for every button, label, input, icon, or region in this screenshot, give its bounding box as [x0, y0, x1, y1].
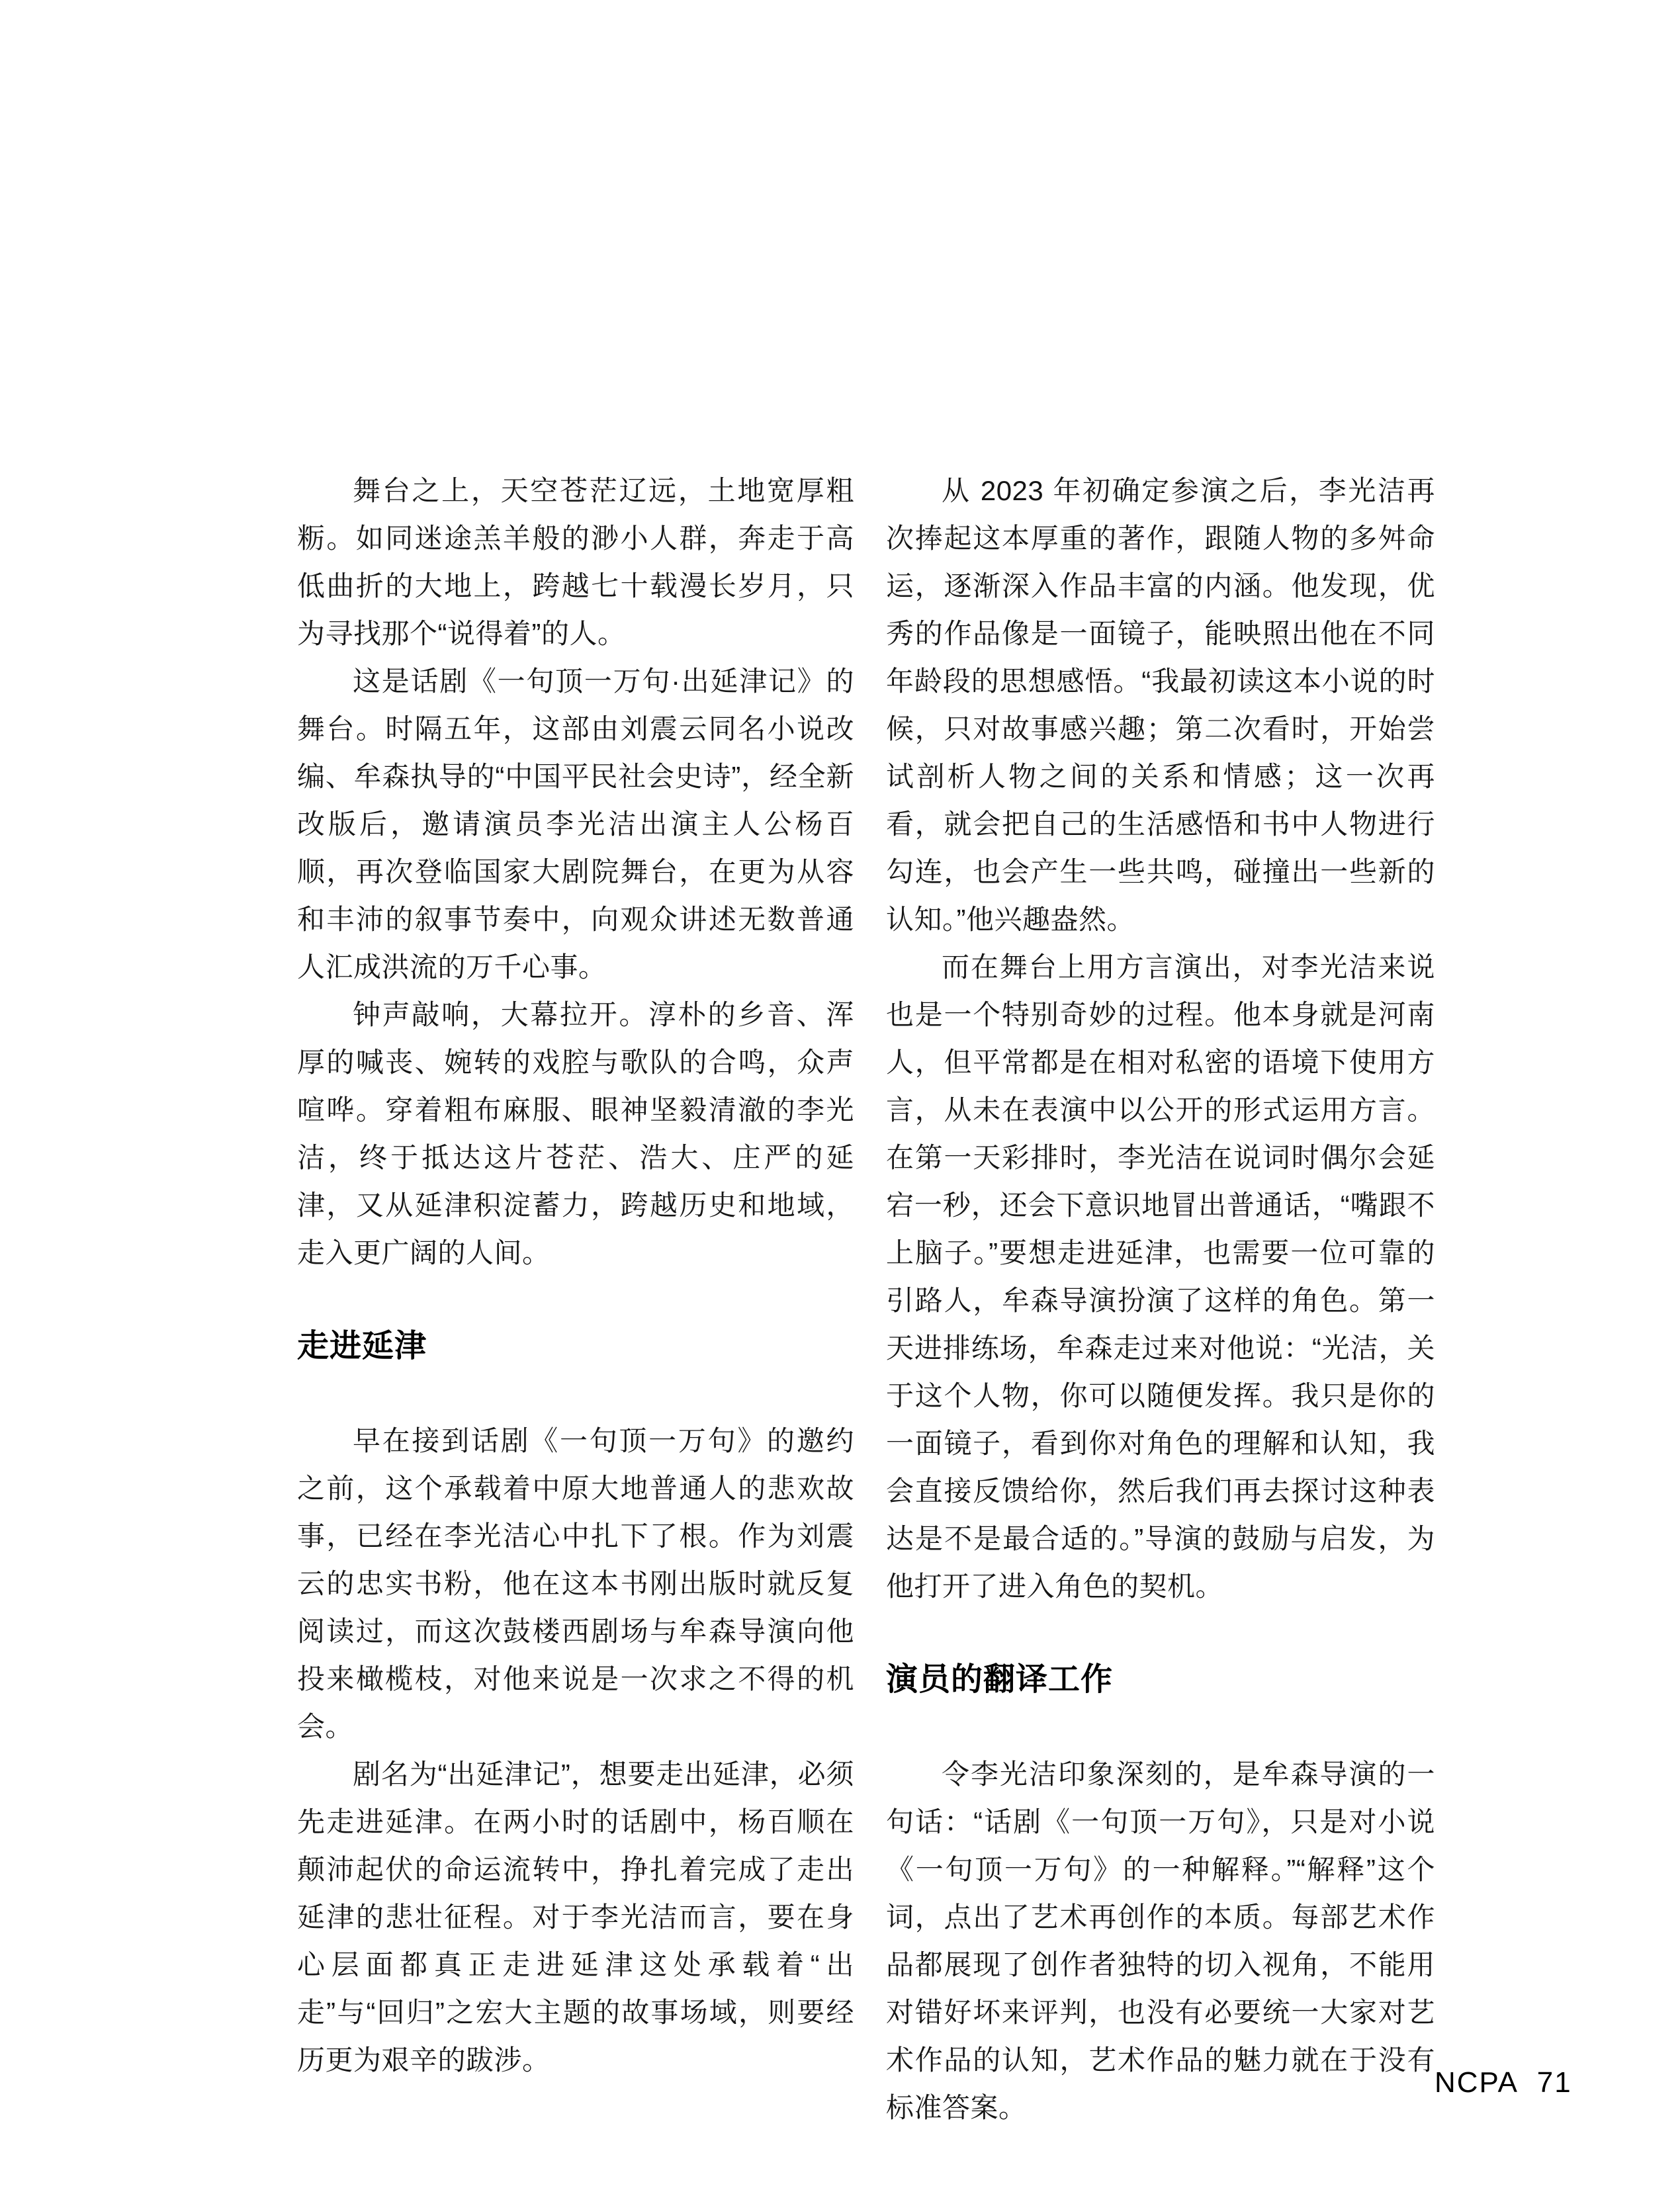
left-paragraph-5: 剧名为“出延津记”，想要走出延津，必须先走进延津。在两小时的话剧中，杨百顺在颠沛起伏的命运流转中，挣扎着完成了走出延津的悲壮征程。对于李光洁而言，要在身心层面都真正走进延津这处承载着“出走”与“回归”之宏大主题的故事场域，则要经历更为艰辛的跋涉。	[297, 1759, 854, 2076]
section-heading-enter-yanjin: 走进延津	[297, 1329, 427, 1364]
section-heading-actor-translation: 演员的翻译工作	[886, 1662, 1114, 1697]
page-number: NCPA 71	[1435, 2066, 1572, 2099]
right-paragraph-3: 令李光洁印象深刻的，是牟森导演的一句话：“话剧《一句顶一万句》，只是对小说《一句顶一万句》的一种解释。”“解释”这个词，点出了艺术再创作的本质。每部艺术作品都展现了创作者独特的切入视角，不能用对错好坏来评判，也没有必要统一大家对艺术作品的认知，艺术作品的魅力就在于没有标准答案。	[886, 1759, 1435, 2123]
left-paragraph-3: 钟声敲响，大幕拉开。淳朴的乡音、浑厚的喊丧、婉转的戏腔与歌队的合鸣，众声喧哗。穿着粗布麻服、眼神坚毅清澈的李光洁，终于抵达这片苍茫、浩大、庄严的延津，又从延津积淀蓄力，跨越历史和地域，走入更广阔的人间。	[297, 999, 854, 1268]
right-paragraph-2: 而在舞台上用方言演出，对李光洁来说也是一个特别奇妙的过程。他本身就是河南人，但平常都是在相对私密的语境下使用方言，从未在表演中以公开的形式运用方言。在第一天彩排时，李光洁在说词时偶尔会延宕一秒，还会下意识地冒出普通话，“嘴跟不上脑子。”要想走进延津，也需要一位可靠的引路人，牟森导演扮演了这样的角色。第一天进排练场，牟森走过来对他说：“光洁，关于这个人物，你可以随便发挥。我只是你的一面镜子，看到你对角色的理解和认知，我会直接反馈给你，然后我们再去探讨这种表达是不是最合适的。”导演的鼓励与启发，为他打开了进入角色的契机。	[886, 951, 1435, 1602]
left-column	[297, 467, 854, 2084]
right-column	[886, 467, 1435, 2132]
right-paragraph-1: 从 2023 年初确定参演之后，李光洁再次捧起这本厚重的著作，跟随人物的多舛命运，逐渐深入作品丰富的内涵。他发现，优秀的作品像是一面镜子，能映照出他在不同年龄段的思想感悟。“我最初读这本小说的时候，只对故事感兴趣；第二次看时，开始尝试剖析人物之间的关系和情感；这一次再看，就会把自己的生活感悟和书中人物进行勾连，也会产生一些共鸣，碰撞出一些新的认知。”他兴趣盎然。	[886, 475, 1435, 935]
left-paragraph-4: 早在接到话剧《一句顶一万句》的邀约之前，这个承载着中原大地普通人的悲欢故事，已经在李光洁心中扎下了根。作为刘震云的忠实书粉，他在这本书刚出版时就反复阅读过，而这次鼓楼西剧场与牟森导演向他投来橄榄枝，对他来说是一次求之不得的机会。	[297, 1425, 854, 1742]
left-paragraph-1: 舞台之上，天空苍茫辽远，土地宽厚粗粝。如同迷途羔羊般的渺小人群，奔走于高低曲折的大地上，跨越七十载漫长岁月，只为寻找那个“说得着”的人。	[297, 475, 854, 649]
left-paragraph-2: 这是话剧《一句顶一万句·出延津记》的舞台。时隔五年，这部由刘震云同名小说改编、牟森执导的“中国平民社会史诗”，经全新改版后，邀请演员李光洁出演主人公杨百顺，再次登临国家大剧院舞台，在更为从容和丰沛的叙事节奏中，向观众讲述无数普通人汇成洪流的万千心事。	[297, 666, 854, 983]
